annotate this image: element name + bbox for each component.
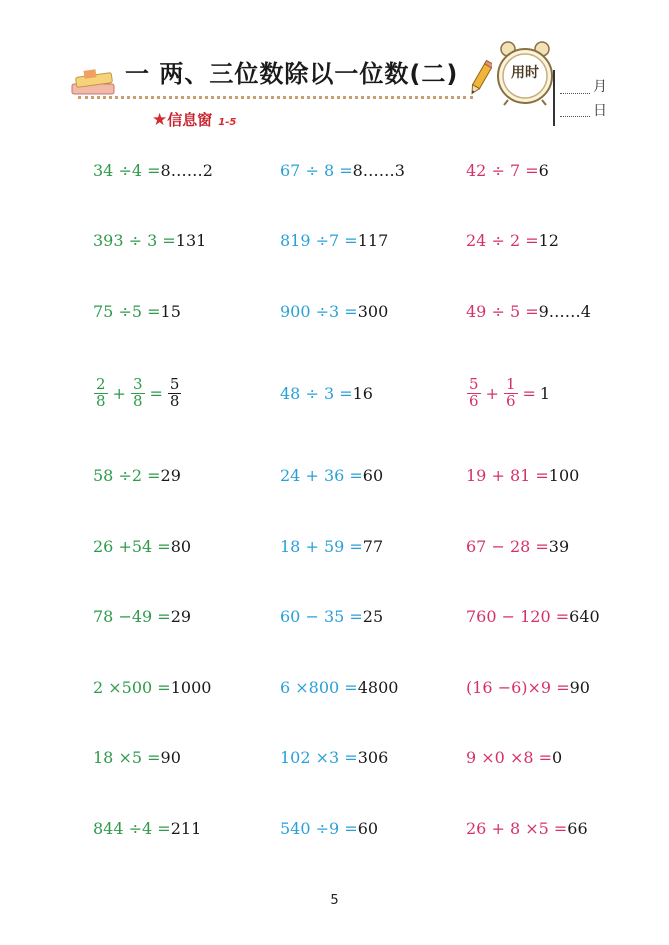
problem-c1 (93, 812, 201, 844)
problem-row (0, 671, 669, 703)
expression: 26 + 8 ×5 = (466, 818, 568, 838)
answer: 131 (175, 230, 207, 250)
answer: 1 (539, 383, 551, 403)
info-window-range: 1-5 (218, 117, 237, 128)
problem-c2 (280, 224, 388, 256)
expression: 9 ×0 ×8 = (466, 747, 553, 767)
title-underline (78, 96, 473, 99)
answer: 29 (170, 606, 192, 626)
expression: 60 − 35 = (280, 606, 363, 626)
problem-c1 (93, 374, 182, 410)
answer: 640 (569, 606, 600, 626)
equals-sign: = (522, 383, 536, 403)
answer: 8……3 (352, 160, 405, 180)
problem-c3 (466, 812, 588, 844)
expression: 900 ÷3 = (280, 301, 358, 321)
month-label: 月 (593, 79, 607, 95)
fraction-denominator: 6 (469, 391, 479, 410)
answer: 211 (170, 818, 202, 838)
page-title: 一 两、三位数除以一位数(二) (125, 60, 459, 88)
problem-c1 (93, 459, 181, 491)
page-header (0, 0, 669, 140)
fraction-denominator: 8 (96, 391, 106, 410)
answer: 60 (362, 465, 384, 485)
expression: 19 + 81 = (466, 465, 549, 485)
expression: 58 ÷2 = (93, 465, 161, 485)
operator: + (485, 383, 499, 403)
info-window-text: 信息窗 (167, 111, 213, 129)
expression: 49 ÷ 5 = (466, 301, 539, 321)
answer: 16 (352, 383, 373, 403)
month-blank (560, 93, 590, 94)
problem-c3 (466, 530, 569, 562)
expression: 540 ÷9 = (280, 818, 358, 838)
fraction-numerator: 5 (469, 374, 479, 393)
problem-c3 (466, 374, 551, 410)
problem-c1 (93, 295, 181, 327)
problem-row (0, 295, 669, 327)
expression: 760 − 120 = (466, 606, 570, 626)
problem-c1 (93, 600, 191, 632)
expression: 67 − 28 = (466, 536, 549, 556)
problem-c2 (280, 377, 373, 409)
expression: (16 −6)×9 = (466, 677, 570, 697)
answer: 90 (160, 747, 181, 767)
answer: 66 (567, 818, 588, 838)
problem-row (0, 530, 669, 562)
pencil-icon (470, 58, 492, 98)
answer: 4800 (357, 677, 399, 697)
problem-c3 (466, 295, 591, 327)
day-label: 日 (593, 103, 607, 119)
problem-c2 (280, 671, 398, 703)
problem-c2 (280, 459, 383, 491)
answer: 15 (160, 301, 181, 321)
expression: 819 ÷7 = (280, 230, 358, 250)
problem-c1 (93, 154, 213, 186)
answer: 1000 (170, 677, 212, 697)
expression: 18 ×5 = (93, 747, 161, 767)
problem-c2 (280, 600, 383, 632)
problem-c2 (280, 530, 383, 562)
problem-c1 (93, 224, 206, 256)
operator: + (112, 383, 126, 403)
answer: 25 (362, 606, 384, 626)
problem-c2 (280, 154, 405, 186)
date-divider (553, 70, 555, 126)
day-blank (560, 116, 590, 117)
fraction (168, 374, 182, 410)
expression: 75 ÷5 = (93, 301, 161, 321)
answer: 80 (170, 536, 192, 556)
expression: 78 −49 = (93, 606, 171, 626)
answer: 9……4 (538, 301, 591, 321)
problem-c1 (93, 530, 191, 562)
fraction-denominator: 8 (169, 391, 180, 410)
answer: 306 (357, 747, 389, 767)
fraction (504, 374, 518, 410)
answer: 39 (548, 536, 570, 556)
fraction (467, 374, 481, 410)
answer: 90 (569, 677, 590, 697)
expression: 26 +54 = (93, 536, 171, 556)
fraction (131, 374, 145, 410)
expression: 48 ÷ 3 = (280, 383, 353, 403)
expression: 24 + 36 = (280, 465, 363, 485)
expression: 2 ×500 = (93, 677, 171, 697)
expression: 34 ÷4 = (93, 160, 161, 180)
problem-c3 (466, 224, 559, 256)
answer: 100 (548, 465, 580, 485)
problem-c3 (466, 154, 549, 186)
problem-row (0, 459, 669, 491)
problem-row (0, 224, 669, 256)
problem-c3 (466, 671, 590, 703)
problem-row (0, 374, 669, 410)
answer: 60 (357, 818, 379, 838)
answer: 77 (362, 536, 384, 556)
answer: 29 (160, 465, 181, 485)
fraction-denominator: 6 (505, 391, 516, 410)
problem-row (0, 741, 669, 773)
expression: 6 ×800 = (280, 677, 358, 697)
page-number: 5 (330, 893, 339, 908)
expression: 844 ÷4 = (93, 818, 171, 838)
problem-row (0, 812, 669, 844)
problem-c3 (466, 459, 579, 491)
fraction-numerator: 2 (96, 374, 106, 393)
answer: 0 (552, 747, 563, 767)
answer: 117 (357, 230, 389, 250)
answer: 8……2 (160, 160, 213, 180)
problem-c2 (280, 295, 388, 327)
problem-c1 (93, 671, 211, 703)
problem-c3 (466, 600, 600, 632)
info-window-label (152, 109, 236, 130)
fraction-numerator: 5 (169, 374, 180, 393)
problem-c2 (280, 741, 388, 773)
fraction-denominator: 8 (132, 391, 143, 410)
expression: 18 + 59 = (280, 536, 363, 556)
problem-c3 (466, 741, 562, 773)
answer: 6 (538, 160, 549, 180)
expression: 102 ×3 = (280, 747, 358, 767)
clock-label: 用时 (511, 65, 539, 81)
fraction-numerator: 3 (132, 374, 143, 393)
fraction (94, 374, 108, 410)
answer: 300 (357, 301, 389, 321)
expression: 67 ÷ 8 = (280, 160, 353, 180)
star-icon: ★ (152, 110, 168, 130)
expression: 42 ÷ 7 = (466, 160, 539, 180)
problem-row (0, 154, 669, 186)
answer: 12 (538, 230, 559, 250)
fraction-numerator: 1 (505, 374, 516, 393)
expression: 393 ÷ 3 = (93, 230, 176, 250)
problem-c2 (280, 812, 378, 844)
equals-sign: = (149, 383, 163, 403)
problem-c1 (93, 741, 181, 773)
expression: 24 ÷ 2 = (466, 230, 539, 250)
problem-row (0, 600, 669, 632)
books-icon (70, 68, 118, 98)
